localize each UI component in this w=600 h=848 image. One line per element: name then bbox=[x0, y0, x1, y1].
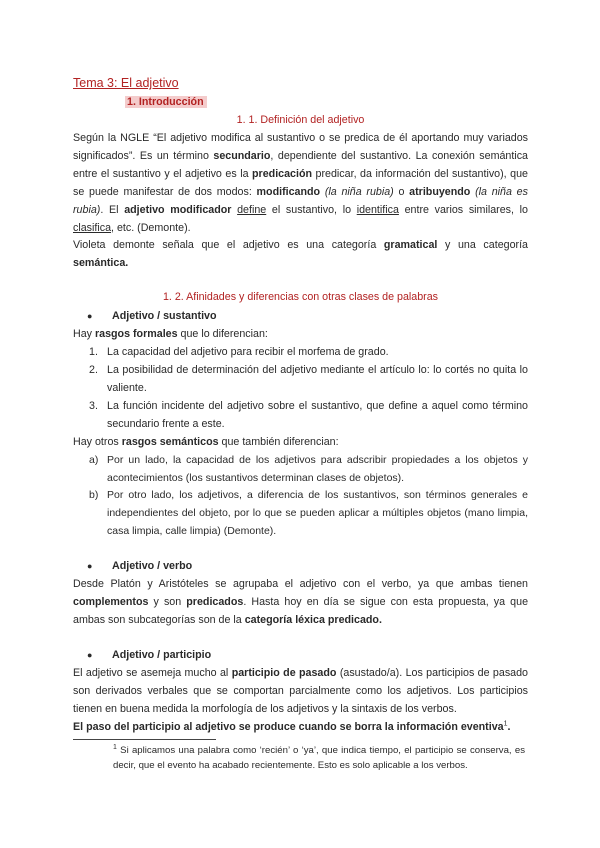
list-item: b) Por otro lado, los adjetivos, a diferencia de los sustantivos, son términos generales e independientes del objeto, por lo que se pueden aplicar a múltiples objetos (mano limpia, casa limpia, calle limpia) (Demonte). bbox=[89, 489, 528, 538]
document-title: Tema 3: El adjetivo bbox=[73, 76, 179, 90]
section-heading-intro bbox=[125, 94, 528, 112]
bullet-icon: ● bbox=[87, 561, 93, 572]
section-heading-intro-text: 1. Introducción bbox=[125, 96, 207, 108]
violeta-paragraph: Violeta demonte señala que el adjetivo es una categoría gramatical y una categoría semántica. bbox=[73, 239, 528, 270]
footnote-text: Si aplicamos una palabra como ‘recién’ o ‘ya’, que indica tiempo, el participio se conserva, es decir, que el evento ha acabado recientemente. Esto es solo aplicable a los verbos. bbox=[113, 745, 525, 771]
definition-paragraph: Según la NGLE “El adjetivo modifica al sustantivo o se predica de él aportando muy variados significados”. Es un término secundario, dependiente del sustantivo. La conexión semántica entre el sustantivo y el adjetivo es la predicación predicar, da información del sustantivo), que se puede manifestar de dos modos: modificando (la niña rubia) o atribuyendo (la niña es rubia). El adjetivo modificador define el sustantivo, lo identifica entre varios similares, lo clasifica, etc. (Demonte). bbox=[73, 132, 528, 234]
list-item: a) Por un lado, la capacidad de los adjetivos para adscribir propiedades a los objetos y acontecimientos (los sustantivos determinan clases de objetos). bbox=[89, 453, 528, 484]
footnote-separator bbox=[73, 739, 216, 740]
footnote bbox=[113, 744, 525, 773]
participle-paragraph: El adjetivo se asemeja mucho al participio de pasado (asustado/a). Los participios de pasado son derivados verbales que se comportan parcialmente como los adjetivos. Los participios tienen en buena medida la morfología de los adjetivos y la sintaxis de los verbos. bbox=[73, 666, 528, 715]
list-item: 1. La capacidad del adjetivo para recibir el morfema de grado. bbox=[89, 346, 389, 359]
footnote-reference[interactable]: 1 bbox=[503, 720, 508, 727]
bullet-icon: ● bbox=[87, 649, 93, 660]
bullet-icon: ● bbox=[87, 311, 93, 322]
list-item: 3. La función incidente del adjetivo sobre el sustantivo, que define a aquel como término secundario frente a este. bbox=[89, 399, 528, 430]
participle-conclusion: El paso del participio al adjetivo se produce cuando se borra la información eventiva$^1$. bbox=[73, 720, 511, 733]
bullet-adjetivo-participio: ● Adjetivo / participio bbox=[87, 646, 528, 665]
formal-traits-intro: Hay rasgos formales que lo diferencian: bbox=[73, 328, 268, 341]
document-body bbox=[73, 73, 528, 736]
formal-traits-list bbox=[73, 344, 528, 434]
subsection-heading-affinities: 1. 2. Afinidades y diferencias con otras clases de palabras bbox=[162, 291, 439, 304]
semantic-traits-intro: Hay otros rasgos semánticos que también diferencian: bbox=[73, 435, 339, 448]
verb-paragraph: Desde Platón y Aristóteles se agrupaba el adjetivo con el verbo, ya que ambas tienen complementos y son predicados. Hasta hoy en día se sigue con esta propuesta, ya que ambas son subcategorías son de la categoría léxica predicado. bbox=[73, 578, 529, 626]
semantic-traits-list bbox=[73, 452, 528, 542]
bullet-adjetivo-sustantivo: ● Adjetivo / sustantivo bbox=[87, 307, 528, 326]
subsection-heading-definition: 1. 1. Definición del adjetivo bbox=[236, 114, 365, 126]
footnote-number: 1 bbox=[113, 743, 117, 751]
list-item: 2. La posibilidad de determinación del adjetivo mediante el artículo lo: lo cortés no quita lo valiente. bbox=[89, 364, 528, 394]
bullet-adjetivo-verbo: ● Adjetivo / verbo bbox=[87, 557, 528, 576]
